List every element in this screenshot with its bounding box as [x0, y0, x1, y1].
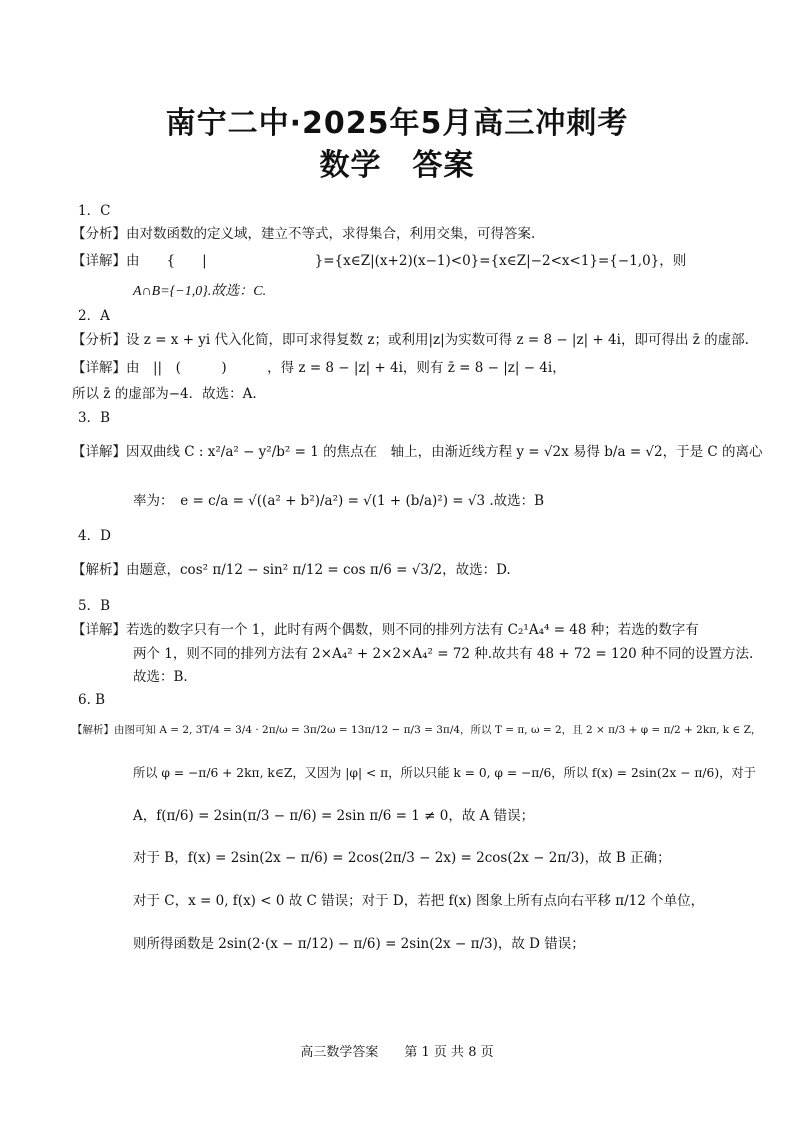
- q1-conclusion: A∩B={−1,0}.故选：C.: [133, 284, 267, 299]
- q1-answer: 1．C: [78, 203, 111, 219]
- q6-line-6: 则所得函数是 2sin(2·(x − π/12) − π/6) = 2sin(2x − π/3)，故 D 错误；: [133, 936, 585, 952]
- page-title: 南宁二中·2025年5月高三冲刺考: [165, 106, 629, 141]
- q6-line-5: 对于 C，x = 0, f(x) < 0 故 C 错误；对于 D，若把 f(x) 图象上所有点向右平移 π/12 个单位，: [133, 893, 705, 909]
- q1-analysis: 【分析】由对数函数的定义域，建立不等式，求得集合，利用交集，可得答案.: [72, 226, 536, 242]
- q2-analysis: 【分析】设 z = x + yi 代入化简，即可求得复数 z；或利用|z|为实数可得 z = 8 − |z| + 4i，即可得出 z̄ 的虚部.: [72, 332, 749, 348]
- q1-detail: 【详解】由 { | }={x∈Z|(x+2)(x−1)<0}={x∈Z|−2<x<1}={−1,0}，则: [72, 253, 687, 269]
- q6-line-3: A，f(π/6) = 2sin(π/3 − π/6) = 2sin π/6 = 1 ≠ 0，故 A 错误；: [133, 808, 535, 824]
- page-subtitle: 数学 答案: [319, 148, 475, 183]
- page-footer: 高三数学答案 第 1 页 共 8 页: [300, 1045, 494, 1060]
- q6-line-2: 所以 φ = −π/6 + 2kπ, k∈Z，又因为 |φ| < π，所以只能 k = 0, φ = −π/6，所以 f(x) = 2sin(2x − π/6)，对于: [133, 766, 756, 780]
- q5-conclusion: 故选：B.: [133, 669, 188, 685]
- q5-detail-2: 两个 1，则不同的排列方法有 2×A₄² + 2×2×A₄² = 72 种.故共有 48 + 72 = 120 种不同的设置方法.: [133, 646, 754, 662]
- q4-answer: 4．D: [78, 528, 111, 544]
- q3-detail: 【详解】因双曲线 C : x²/a² − y²/b² = 1 的焦点在 轴上，由渐近线方程 y = √2x 易得 b/a = √2，于是 C 的离心: [72, 444, 763, 460]
- q6-line-1: 【解析】由图可知 A = 2, 3T/4 = 3/4 · 2π/ω = 3π/2ω = 13π/12 − π/3 = 3π/4，所以 T = π, ω = 2，且 2 × π/3 + φ = π/2 + 2kπ, k ∈ Z，: [72, 724, 762, 736]
- q6-answer: 6. B: [78, 692, 106, 708]
- q2-detail: 【详解】由 || ( ) ，得 z = 8 − |z| + 4i，则有 z̄ = 8 − |z| − 4i，: [72, 360, 566, 376]
- q3-eccentricity: 率为： e = c/a = √((a² + b²)/a²) = √(1 + (b/a)²) = √3 .故选：B: [133, 493, 545, 509]
- q6-line-4: 对于 B，f(x) = 2sin(2x − π/6) = 2cos(2π/3 − 2x) = 2cos(2x − 2π/3)，故 B 正确；: [133, 850, 671, 866]
- q5-detail-1: 【详解】若选的数字只有一个 1，此时有两个偶数，则不同的排列方法有 C₂¹A₄⁴ = 48 种；若选的数字有: [72, 622, 699, 638]
- q5-answer: 5．B: [78, 598, 111, 614]
- q2-answer: 2．A: [78, 308, 110, 324]
- q4-analysis: 【解析】由题意，cos² π/12 − sin² π/12 = cos π/6 = √3/2，故选：D.: [72, 562, 511, 578]
- q3-answer: 3．B: [78, 410, 111, 426]
- q2-conclusion: 所以 z̄ 的虚部为−4．故选：A.: [72, 386, 257, 402]
